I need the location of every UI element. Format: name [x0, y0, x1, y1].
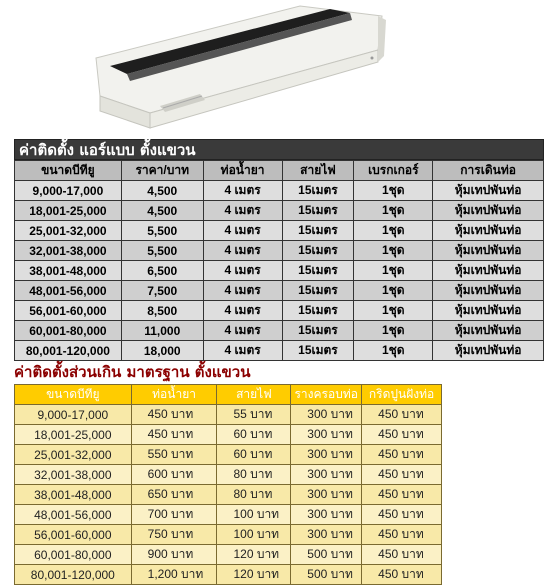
table-cell: 15เมตร: [282, 201, 354, 221]
table-cell: 450 บาท: [362, 445, 442, 465]
table-row: [15, 505, 442, 525]
column-header: ท่อน้ำยา: [131, 385, 217, 405]
table-cell: 450 บาท: [362, 485, 442, 505]
table-cell: 4 เมตร: [203, 341, 282, 361]
table-cell: 450 บาท: [362, 525, 442, 545]
table-cell: 32,001-38,000: [15, 241, 122, 261]
table-cell: 80 บาท: [217, 485, 291, 505]
table-cell: 450 บาท: [362, 505, 442, 525]
table-cell: 15เมตร: [282, 241, 354, 261]
table-cell: หุ้มเทปพันท่อ: [433, 301, 544, 321]
extra-cost-title: ค่าติดตั้งส่วนเกิน มาตรฐาน ตั้งแขวน: [14, 363, 251, 381]
table-cell: 750 บาท: [131, 525, 217, 545]
table-cell: 300 บาท: [291, 405, 362, 425]
ceiling-air-conditioner-icon: [0, 0, 559, 136]
table-row: [15, 201, 544, 221]
table-row: [15, 405, 442, 425]
table-cell: 300 บาท: [291, 445, 362, 465]
table-cell: 650 บาท: [131, 485, 217, 505]
table-row: [15, 525, 442, 545]
table-cell: 1ชุด: [354, 341, 433, 361]
table-cell: 38,001-48,000: [15, 261, 122, 281]
column-header: รางครอบท่อ: [291, 385, 362, 405]
column-header: ขนาดบีทียู: [15, 161, 122, 181]
table-cell: 4,500: [121, 201, 203, 221]
table-cell: 11,000: [121, 321, 203, 341]
column-header: เบรกเกอร์: [354, 161, 433, 181]
table-cell: 38,001-48,000: [15, 485, 132, 505]
table-cell: หุ้มเทปพันท่อ: [433, 321, 544, 341]
table-cell: 500 บาท: [291, 565, 362, 585]
table-cell: หุ้มเทปพันท่อ: [433, 341, 544, 361]
table-cell: 1ชุด: [354, 301, 433, 321]
table-cell: 9,000-17,000: [15, 405, 132, 425]
table-cell: 80,001-120,000: [15, 565, 132, 585]
table-header-row: [15, 161, 544, 181]
table-cell: 4 เมตร: [203, 181, 282, 201]
table-cell: 15เมตร: [282, 321, 354, 341]
table-cell: หุ้มเทปพันท่อ: [433, 281, 544, 301]
table-cell: 18,001-25,000: [15, 201, 122, 221]
table-cell: 15เมตร: [282, 181, 354, 201]
column-header: สายไฟ: [217, 385, 291, 405]
table-cell: 56,001-60,000: [15, 525, 132, 545]
table-cell: 25,001-32,000: [15, 221, 122, 241]
table-cell: 80 บาท: [217, 465, 291, 485]
table-row: [15, 545, 442, 565]
table-cell: 300 บาท: [291, 465, 362, 485]
table-cell: 550 บาท: [131, 445, 217, 465]
table-cell: 450 บาท: [362, 545, 442, 565]
table-cell: 60 บาท: [217, 425, 291, 445]
table-cell: 100 บาท: [217, 525, 291, 545]
table-cell: 48,001-56,000: [15, 281, 122, 301]
table-cell: 500 บาท: [291, 545, 362, 565]
table-cell: หุ้มเทปพันท่อ: [433, 201, 544, 221]
table-row: [15, 485, 442, 505]
table-cell: 1ชุด: [354, 181, 433, 201]
column-header: ราคา/บาท: [121, 161, 203, 181]
table-cell: 18,000: [121, 341, 203, 361]
table-cell: 60,001-80,000: [15, 321, 122, 341]
table-cell: 450 บาท: [362, 565, 442, 585]
table-cell: 120 บาท: [217, 545, 291, 565]
table-cell: 100 บาท: [217, 505, 291, 525]
table-cell: 4 เมตร: [203, 241, 282, 261]
table-row: [15, 321, 544, 341]
table-cell: 900 บาท: [131, 545, 217, 565]
table-row: [15, 181, 544, 201]
table-cell: 300 บาท: [291, 505, 362, 525]
table-cell: 6,500: [121, 261, 203, 281]
table-cell: 4 เมตร: [203, 281, 282, 301]
table-cell: 5,500: [121, 221, 203, 241]
table-cell: 450 บาท: [362, 405, 442, 425]
table-cell: 15เมตร: [282, 301, 354, 321]
table-cell: 1ชุด: [354, 261, 433, 281]
table-row: [15, 425, 442, 445]
table-cell: 4,500: [121, 181, 203, 201]
table-cell: 15เมตร: [282, 341, 354, 361]
table-cell: 120 บาท: [217, 565, 291, 585]
table-cell: 4 เมตร: [203, 221, 282, 241]
product-image: [0, 0, 559, 136]
table-cell: 4 เมตร: [203, 201, 282, 221]
table-cell: 600 บาท: [131, 465, 217, 485]
column-header: สายไฟ: [282, 161, 354, 181]
table-cell: 1,200 บาท: [131, 565, 217, 585]
table-cell: หุ้มเทปพันท่อ: [433, 261, 544, 281]
table-cell: 1ชุด: [354, 241, 433, 261]
table-cell: 300 บาท: [291, 525, 362, 545]
install-cost-table: [14, 160, 544, 361]
table-row: [15, 221, 544, 241]
table-cell: 4 เมตร: [203, 301, 282, 321]
table-cell: 1ชุด: [354, 201, 433, 221]
table-row: [15, 281, 544, 301]
table-row: [15, 465, 442, 485]
table-cell: 80,001-120,000: [15, 341, 122, 361]
column-header: ท่อน้ำยา: [203, 161, 282, 181]
table-header-row: [15, 385, 442, 405]
table-cell: 4 เมตร: [203, 321, 282, 341]
table-cell: 450 บาท: [131, 425, 217, 445]
table-cell: 9,000-17,000: [15, 181, 122, 201]
table-cell: 18,001-25,000: [15, 425, 132, 445]
table-cell: 48,001-56,000: [15, 505, 132, 525]
install-cost-title: ค่าติดตั้ง แอร์แบบ ตั้งแขวน: [14, 139, 544, 160]
column-header: ขนาดบีทียู: [15, 385, 132, 405]
table-cell: 4 เมตร: [203, 261, 282, 281]
table-cell: 300 บาท: [291, 425, 362, 445]
table-cell: 1ชุด: [354, 321, 433, 341]
table-cell: 5,500: [121, 241, 203, 261]
table-cell: 450 บาท: [131, 405, 217, 425]
table-cell: 32,001-38,000: [15, 465, 132, 485]
table-cell: 15เมตร: [282, 261, 354, 281]
table-cell: หุ้มเทปพันท่อ: [433, 241, 544, 261]
table-cell: หุ้มเทปพันท่อ: [433, 181, 544, 201]
table-cell: หุ้มเทปพันท่อ: [433, 221, 544, 241]
table-row: [15, 445, 442, 465]
table-cell: 60 บาท: [217, 445, 291, 465]
table-row: [15, 341, 544, 361]
table-cell: 700 บาท: [131, 505, 217, 525]
table-cell: 15เมตร: [282, 281, 354, 301]
table-cell: 60,001-80,000: [15, 545, 132, 565]
column-header: การเดินท่อ: [433, 161, 544, 181]
table-cell: 56,001-60,000: [15, 301, 122, 321]
table-cell: 7,500: [121, 281, 203, 301]
table-row: [15, 261, 544, 281]
table-cell: 25,001-32,000: [15, 445, 132, 465]
table-cell: 1ชุด: [354, 221, 433, 241]
table-cell: 55 บาท: [217, 405, 291, 425]
table-row: [15, 241, 544, 261]
extra-cost-table: [14, 384, 442, 585]
column-header: กริดปูนฝังท่อ: [362, 385, 442, 405]
table-row: [15, 301, 544, 321]
table-cell: 15เมตร: [282, 221, 354, 241]
table-cell: 450 บาท: [362, 465, 442, 485]
table-cell: 1ชุด: [354, 281, 433, 301]
table-cell: 8,500: [121, 301, 203, 321]
table-cell: 300 บาท: [291, 485, 362, 505]
table-cell: 450 บาท: [362, 425, 442, 445]
